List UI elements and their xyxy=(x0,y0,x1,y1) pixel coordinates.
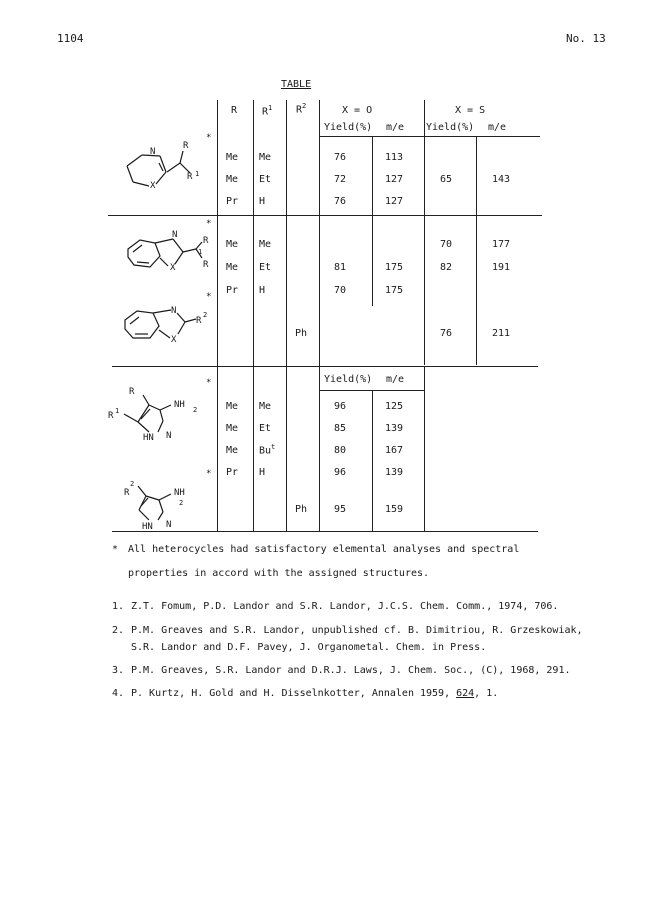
label-r2: R xyxy=(196,316,202,326)
table-cell: Et xyxy=(259,423,272,434)
table-cell: Pr xyxy=(226,196,239,207)
label-r: R xyxy=(124,488,130,498)
table-cell: 96 xyxy=(334,401,347,412)
structure-4-pyrazole xyxy=(124,395,171,432)
reference-number: 2. xyxy=(112,625,125,636)
label-sup-1: 1 xyxy=(195,170,200,178)
label-x: X xyxy=(150,181,156,191)
structure-1-dihydro-ring xyxy=(127,151,190,186)
table-cell: H xyxy=(259,467,266,478)
label-hn: HN xyxy=(142,522,153,532)
col-header-r: R xyxy=(231,105,238,116)
label-n: N xyxy=(150,147,156,157)
table-cell: 95 xyxy=(334,504,347,515)
table-cell: Me xyxy=(259,239,272,250)
table-cell: 70 xyxy=(440,239,453,250)
structure-2-benzo-ring xyxy=(128,239,202,267)
label-n: N xyxy=(172,230,178,240)
reference-number: 1. xyxy=(112,601,125,612)
table-cell: Me xyxy=(226,262,239,273)
col-header-x-s: X = S xyxy=(455,105,486,116)
label-sub-2: 2 xyxy=(179,499,184,507)
table-cell: Et xyxy=(259,262,272,273)
table-title: TABLE xyxy=(281,79,312,90)
label-r: R xyxy=(203,236,209,246)
label-sub-2: 2 xyxy=(193,406,198,414)
star-marker: * xyxy=(206,219,212,229)
col-header-me-o: m/e xyxy=(386,122,405,133)
table-cell: 80 xyxy=(334,445,347,456)
table-cell: 127 xyxy=(385,174,404,185)
table-cell: Me xyxy=(226,239,239,250)
label-r1: R xyxy=(203,260,209,270)
table-cell: 82 xyxy=(440,262,453,273)
table-cell: 76 xyxy=(334,196,347,207)
table-cell: 175 xyxy=(385,262,404,273)
label-nh2: NH xyxy=(174,488,185,498)
table-cell: Me xyxy=(259,401,272,412)
label-x: X xyxy=(170,263,176,273)
label-x: X xyxy=(171,335,177,345)
table-cell: 81 xyxy=(334,262,347,273)
label-r: R xyxy=(129,387,135,397)
structure-5-pyrazole xyxy=(138,486,171,520)
label-r: R xyxy=(183,141,189,151)
label-nh2: NH xyxy=(174,400,185,410)
table-cell: 139 xyxy=(385,423,404,434)
table-cell: 167 xyxy=(385,445,404,456)
table-cell: 159 xyxy=(385,504,404,515)
reference-text: Z.T. Fomum, P.D. Landor and S.R. Landor, J.C.S. Chem. Comm., 1974, 706. xyxy=(131,601,559,612)
table-cell: Ph xyxy=(295,504,308,515)
table-cell: 143 xyxy=(492,174,511,185)
section3-me-header: m/e xyxy=(386,374,405,385)
page-number: 1104 xyxy=(57,32,84,45)
table-cell: 70 xyxy=(334,285,347,296)
reference-text: P.M. Greaves, S.R. Landor and D.R.J. Laws, J. Chem. Soc., (C), 1968, 291. xyxy=(131,665,571,676)
table-cell: 127 xyxy=(385,196,404,207)
reference-number: 3. xyxy=(112,665,125,676)
table-cell: Pr xyxy=(226,285,239,296)
reference-text: P.M. Greaves and S.R. Landor, unpublished cf. B. Dimitriou, R. Grzeskowiak, xyxy=(131,625,583,636)
table-cell: Me xyxy=(226,423,239,434)
table-cell: 177 xyxy=(492,239,511,250)
table-cell: Pr xyxy=(226,467,239,478)
label-r1: R xyxy=(108,411,114,421)
table-cell: 96 xyxy=(334,467,347,478)
table-cell: 65 xyxy=(440,174,453,185)
label-hn: HN xyxy=(143,433,154,443)
star-marker: * xyxy=(206,133,212,143)
journal-issue: No. 13 xyxy=(566,32,606,45)
label-sup-1: 1 xyxy=(115,407,120,415)
col-header-r1: $R^1$ xyxy=(262,104,273,118)
table-cell: 175 xyxy=(385,285,404,296)
label-sup-2: 2 xyxy=(130,480,135,488)
table-cell: Me xyxy=(226,445,239,456)
table-cell: 85 xyxy=(334,423,347,434)
table-cell: 76 xyxy=(440,328,453,339)
label-sup-2: 2 xyxy=(203,311,208,319)
star-marker: * xyxy=(206,378,212,388)
table-cell: Me xyxy=(226,174,239,185)
table-cell: 191 xyxy=(492,262,511,273)
label-sup-1: 1 xyxy=(198,248,203,256)
col-header-yield-s: Yield(%) xyxy=(426,122,475,133)
table-cell: 139 xyxy=(385,467,404,478)
table-cell: Ph xyxy=(295,328,308,339)
col-header-x-o: X = O xyxy=(342,105,373,116)
footnote-star: * xyxy=(112,544,119,555)
table-cell: 125 xyxy=(385,401,404,412)
table-cell: Me xyxy=(226,152,239,163)
table-cell: Et xyxy=(259,174,272,185)
section3-yield-header: Yield(%) xyxy=(324,374,373,385)
col-header-yield-o: Yield(%) xyxy=(324,122,373,133)
reference-number: 4. xyxy=(112,688,125,699)
table-cell: H xyxy=(259,196,266,207)
col-header-me-s: m/e xyxy=(488,122,507,133)
reference-text: P. Kurtz, H. Gold and H. Disselnkotter, Annalen 1959, 624, 1. xyxy=(131,688,499,699)
label-n: N xyxy=(171,306,177,316)
star-marker: * xyxy=(206,469,212,479)
col-header-r2: $R^2$ xyxy=(296,102,307,116)
table-cell: 113 xyxy=(385,152,404,163)
table-cell: H xyxy=(259,285,266,296)
label-r1: R xyxy=(187,172,193,182)
table-cell: 76 xyxy=(334,152,347,163)
table-cell: Me xyxy=(226,401,239,412)
table-cell: 72 xyxy=(334,174,347,185)
structure-3-benzo-ring xyxy=(125,310,196,338)
label-n: N xyxy=(166,431,172,441)
table-cell: Bu$^t$ xyxy=(259,443,276,457)
star-marker: * xyxy=(206,292,212,302)
reference-text-continued: S.R. Landor and D.F. Pavey, J. Organometal. Chem. in Press. xyxy=(131,642,487,653)
table-cell: 211 xyxy=(492,328,511,339)
table-cell: Me xyxy=(259,152,272,163)
label-n: N xyxy=(166,520,172,530)
footnote-line-2: properties in accord with the assigned structures. xyxy=(128,568,430,579)
footnote-line-1: All heterocycles had satisfactory elemental analyses and spectral xyxy=(128,544,520,555)
